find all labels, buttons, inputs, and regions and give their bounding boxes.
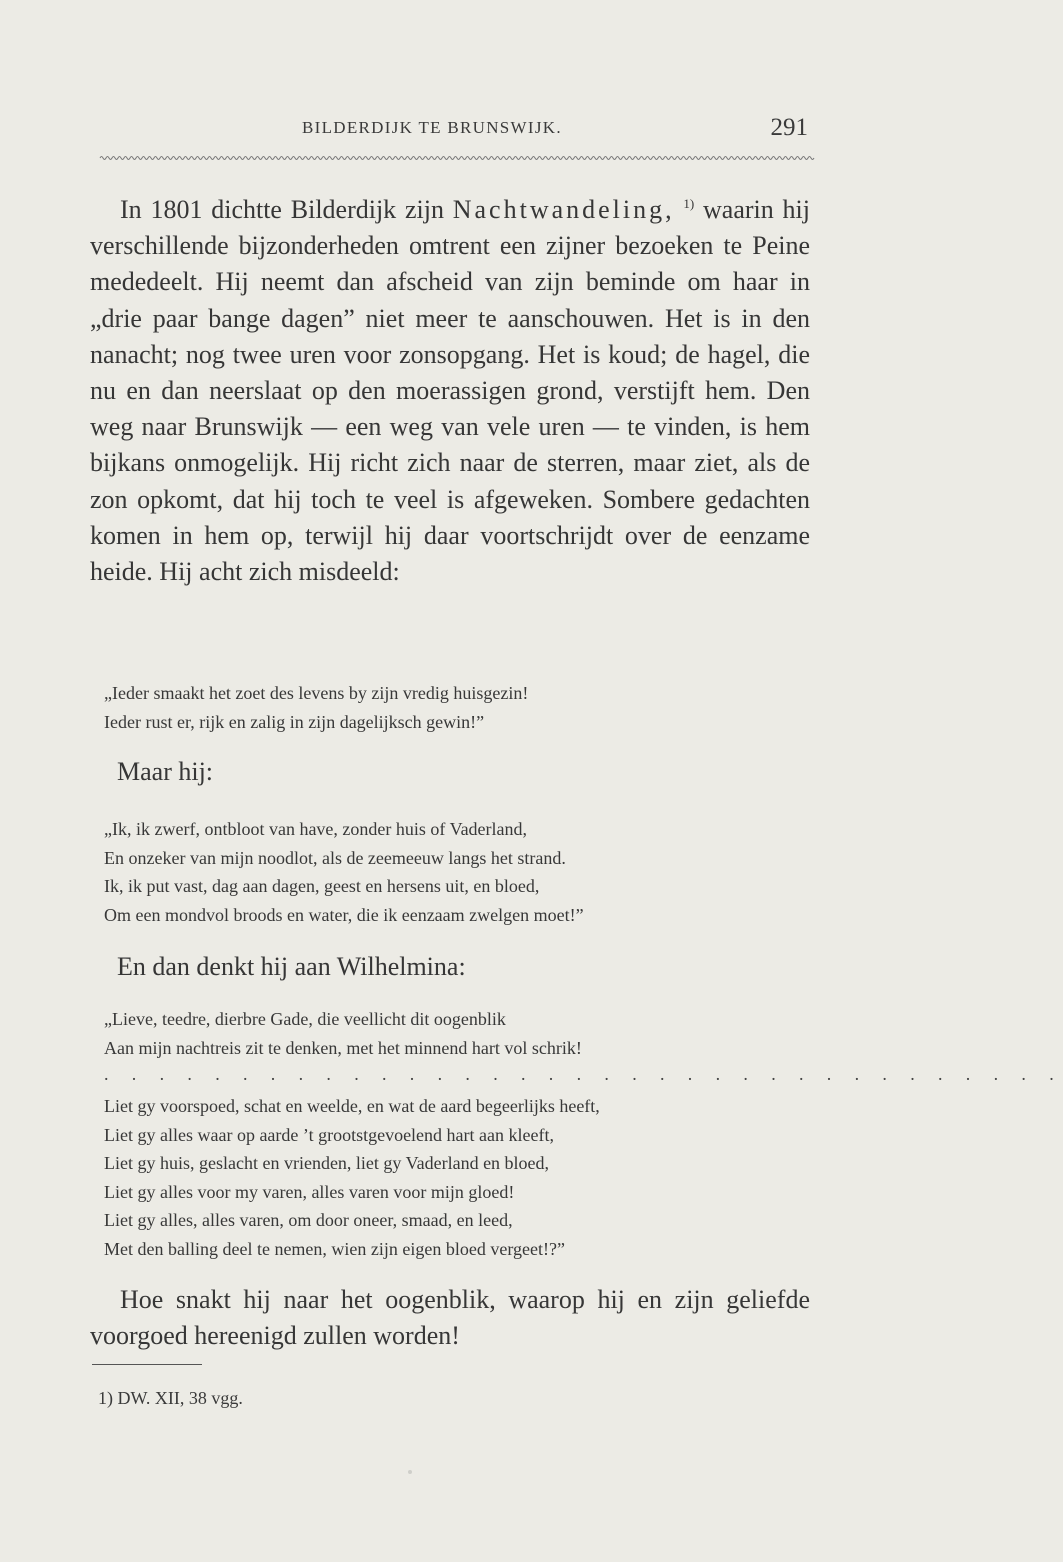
verse-line: Aan mijn nachtreis zit te denken, met het minnend hart vol schrik! <box>104 1037 582 1058</box>
interjection-maar-hij: Maar hij: <box>117 757 214 786</box>
footnote: 1) DW. XII, 38 vgg. <box>98 1388 243 1408</box>
verse-line: En onzeker van mijn noodlot, als de zeemeeuw langs het strand. <box>104 847 566 868</box>
page-number: 291 <box>770 114 808 141</box>
verse-line: „Ieder smaakt het zoet des levens by zijn vredig huisgezin! <box>104 683 529 703</box>
page-header <box>90 114 810 148</box>
ellipsis-dotted-line: . . . . . . . . . . . . . . . . . . . . . . . . . . . . . . . . . . . <box>104 1064 1063 1084</box>
verse-line: „Ik, ik zwerf, ontbloot van have, zonder huis of Vaderland, <box>104 819 528 839</box>
footnote-reference: 1) <box>683 196 695 211</box>
running-title: BILDERDIJK TE BRUNSWIJK. <box>302 118 562 137</box>
verse-line: Liet gy alles waar op aarde ’t grootstgevoelend hart aan kleeft, <box>104 1124 554 1145</box>
verse-line: Liet gy alles, alles varen, om door oneer, smaad, en leed, <box>104 1210 513 1230</box>
paragraph-lead-text: In 1801 dichtte Bilderdijk zijn <box>120 195 453 224</box>
interjection-wilhelmina: En dan denkt hij aan Wilhelmina: <box>117 952 466 981</box>
footnote-divider <box>92 1364 202 1365</box>
verse-quote-1 <box>104 679 804 736</box>
verse-quote-2 <box>104 815 804 929</box>
verse-line: Liet gy voorspoed, schat en weelde, en wat de aard begeerlijks heeft, <box>104 1096 600 1116</box>
closing-paragraph: Hoe snakt hij naar het oogenblik, waarop hij en zijn geliefde voorgoed hereenigd zullen worden! <box>90 1285 810 1351</box>
verse-line: Liet gy huis, geslacht en vrienden, liet gy Vaderland en bloed, <box>104 1153 550 1173</box>
verse-line: Ieder rust er, rijk en zalig in zijn dagelijksch gewin!” <box>104 711 485 732</box>
verse-line: Liet gy alles voor my varen, alles varen voor mijn gloed! <box>104 1181 515 1202</box>
poem-title: Nachtwandeling, <box>452 195 675 224</box>
paper-speck <box>408 1470 412 1474</box>
wavy-header-rule <box>100 153 810 163</box>
verse-line: Met den balling deel te nemen, wien zijn eigen bloed vergeet!?” <box>104 1238 565 1259</box>
verse-quote-4 <box>104 1092 804 1263</box>
paragraph-body-text: waarin hij verschillende bijzonderheden omtrent een zijner bezoeken te Peine mededeelt. Hij neemt dan afscheid van zijn beminde om haar in „drie paar bange dagen” niet meer te aanschouwen. Het is in den nanacht; nog twee uren voor zonsopgang. Het is koud; de hagel, die nu en dan neerslaat op den moerassigen grond, verstijft hem. Den weg naar Brunswijk — een weg van vele uren — te vinden, is hem bijkans onmogelijk. Hij richt zich naar de sterren, maar ziet, als de zon opkomt, dat hij toch te veel is afgeweken. Sombere gedachten komen in hem op, terwijl hij daar voortschrijdt over de eenzame heide. Hij acht zich misdeeld: <box>90 195 810 587</box>
verse-line: Om een mondvol broods en water, die ik eenzaam zwelgen moet!” <box>104 904 584 925</box>
verse-line: „Lieve, teedre, dierbre Gade, die veellicht dit oogenblik <box>104 1009 506 1029</box>
opening-paragraph <box>90 186 810 590</box>
verse-quote-3 <box>104 1005 804 1062</box>
verse-line: Ik, ik put vast, dag aan dagen, geest en hersens uit, en bloed, <box>104 876 540 896</box>
